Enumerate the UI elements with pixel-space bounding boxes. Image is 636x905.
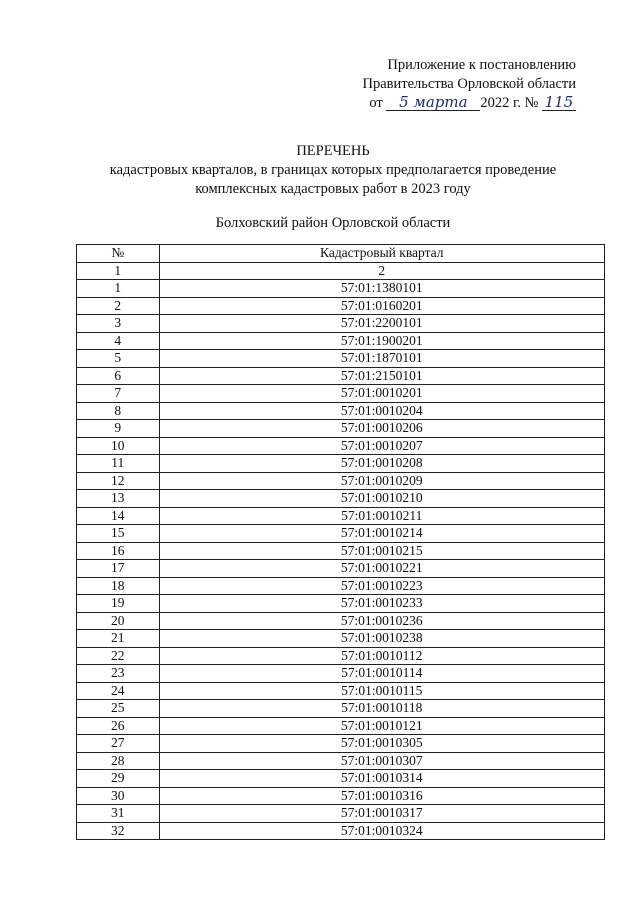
row-number: 6 [77, 367, 160, 385]
row-number: 32 [77, 822, 160, 840]
table-header-row [77, 245, 605, 263]
row-cadastral-number: 57:01:0010208 [159, 455, 604, 473]
table-row [77, 507, 605, 525]
row-number: 5 [77, 350, 160, 368]
handwritten-number: 115 [542, 94, 576, 111]
row-number: 31 [77, 805, 160, 823]
row-number: 15 [77, 525, 160, 543]
table-row [77, 280, 605, 298]
row-cadastral-number: 57:01:0010238 [159, 630, 604, 648]
table-row [77, 752, 605, 770]
appendix-date-line [340, 94, 576, 113]
appendix-header [340, 56, 576, 113]
title-heading: ПЕРЕЧЕНЬ [296, 143, 370, 159]
row-number: 18 [77, 577, 160, 595]
row-number: 3 [77, 315, 160, 333]
row-cadastral-number: 57:01:0010112 [159, 647, 604, 665]
row-number: 2 [77, 297, 160, 315]
table-row [77, 402, 605, 420]
row-number: 12 [77, 472, 160, 490]
row-number: 1 [77, 280, 160, 298]
appendix-line-2: Правительства Орловской области [362, 76, 576, 92]
table-row [77, 700, 605, 718]
cadastral-table [76, 244, 605, 840]
table-row [77, 647, 605, 665]
title-line-2: комплексных кадастровых работ в 2023 году [195, 181, 471, 197]
table-row [77, 490, 605, 508]
title-line-1: кадастровых кварталов, в границах которых предполагается проведение [109, 162, 557, 178]
table-row [77, 525, 605, 543]
appendix-year-text: 2022 г. № [480, 95, 539, 111]
document-title [90, 142, 576, 199]
row-cadastral-number: 57:01:1380101 [159, 280, 604, 298]
row-number: 29 [77, 770, 160, 788]
row-number: 13 [77, 490, 160, 508]
row-cadastral-number: 57:01:0010204 [159, 402, 604, 420]
row-cadastral-number: 57:01:0010223 [159, 577, 604, 595]
row-cadastral-number: 57:01:0010307 [159, 752, 604, 770]
row-cadastral-number: 57:01:0010316 [159, 787, 604, 805]
row-number: 24 [77, 682, 160, 700]
appendix-line-1: Приложение к постановлению [387, 57, 576, 73]
row-cadastral-number: 57:01:0010215 [159, 542, 604, 560]
table-row [77, 577, 605, 595]
appendix-from-prefix: от [369, 95, 383, 111]
table-row [77, 385, 605, 403]
row-number: 9 [77, 420, 160, 438]
row-cadastral-number: 57:01:0010317 [159, 805, 604, 823]
table-row [77, 770, 605, 788]
row-cadastral-number: 57:01:0010201 [159, 385, 604, 403]
row-cadastral-number: 57:01:0010114 [159, 665, 604, 683]
table-row [77, 735, 605, 753]
table-row [77, 682, 605, 700]
index-col-1: 1 [77, 262, 160, 280]
row-number: 7 [77, 385, 160, 403]
table-row [77, 437, 605, 455]
row-number: 20 [77, 612, 160, 630]
table-row [77, 420, 605, 438]
table-row [77, 332, 605, 350]
handwritten-date: 5 марта [386, 94, 480, 111]
row-number: 16 [77, 542, 160, 560]
row-number: 17 [77, 560, 160, 578]
row-cadastral-number: 57:01:0010233 [159, 595, 604, 613]
row-number: 30 [77, 787, 160, 805]
table-index-row [77, 262, 605, 280]
row-cadastral-number: 57:01:0010209 [159, 472, 604, 490]
table-row [77, 630, 605, 648]
row-number: 25 [77, 700, 160, 718]
table-row [77, 367, 605, 385]
row-number: 14 [77, 507, 160, 525]
index-col-2: 2 [159, 262, 604, 280]
row-number: 22 [77, 647, 160, 665]
table-row [77, 455, 605, 473]
table-body [77, 262, 605, 840]
table-row [77, 542, 605, 560]
row-number: 19 [77, 595, 160, 613]
table-row [77, 297, 605, 315]
row-number: 28 [77, 752, 160, 770]
row-cadastral-number: 57:01:0010214 [159, 525, 604, 543]
table-row [77, 805, 605, 823]
row-number: 26 [77, 717, 160, 735]
district-name: Болховский район Орловской области [215, 215, 451, 231]
table-row [77, 560, 605, 578]
table-row [77, 822, 605, 840]
row-number: 8 [77, 402, 160, 420]
table-row [77, 665, 605, 683]
row-number: 4 [77, 332, 160, 350]
table-row [77, 787, 605, 805]
row-cadastral-number: 57:01:0010210 [159, 490, 604, 508]
row-number: 11 [77, 455, 160, 473]
row-cadastral-number: 57:01:0010207 [159, 437, 604, 455]
row-number: 10 [77, 437, 160, 455]
row-cadastral-number: 57:01:2150101 [159, 367, 604, 385]
row-number: 27 [77, 735, 160, 753]
table-row [77, 472, 605, 490]
header-cadastral-quarter: Кадастровый квартал [159, 245, 604, 263]
table-row [77, 717, 605, 735]
row-cadastral-number: 57:01:0010118 [159, 700, 604, 718]
row-cadastral-number: 57:01:0010211 [159, 507, 604, 525]
row-cadastral-number: 57:01:0010121 [159, 717, 604, 735]
row-cadastral-number: 57:01:1870101 [159, 350, 604, 368]
row-cadastral-number: 57:01:0010314 [159, 770, 604, 788]
row-cadastral-number: 57:01:0010324 [159, 822, 604, 840]
row-cadastral-number: 57:01:0010236 [159, 612, 604, 630]
table-row [77, 350, 605, 368]
row-cadastral-number: 57:01:0010305 [159, 735, 604, 753]
row-cadastral-number: 57:01:0160201 [159, 297, 604, 315]
row-number: 21 [77, 630, 160, 648]
table-row [77, 595, 605, 613]
table-row [77, 315, 605, 333]
row-cadastral-number: 57:01:0010115 [159, 682, 604, 700]
table-row [77, 612, 605, 630]
row-cadastral-number: 57:01:0010221 [159, 560, 604, 578]
row-cadastral-number: 57:01:0010206 [159, 420, 604, 438]
row-cadastral-number: 57:01:2200101 [159, 315, 604, 333]
header-number: № [77, 245, 160, 263]
row-number: 23 [77, 665, 160, 683]
row-cadastral-number: 57:01:1900201 [159, 332, 604, 350]
